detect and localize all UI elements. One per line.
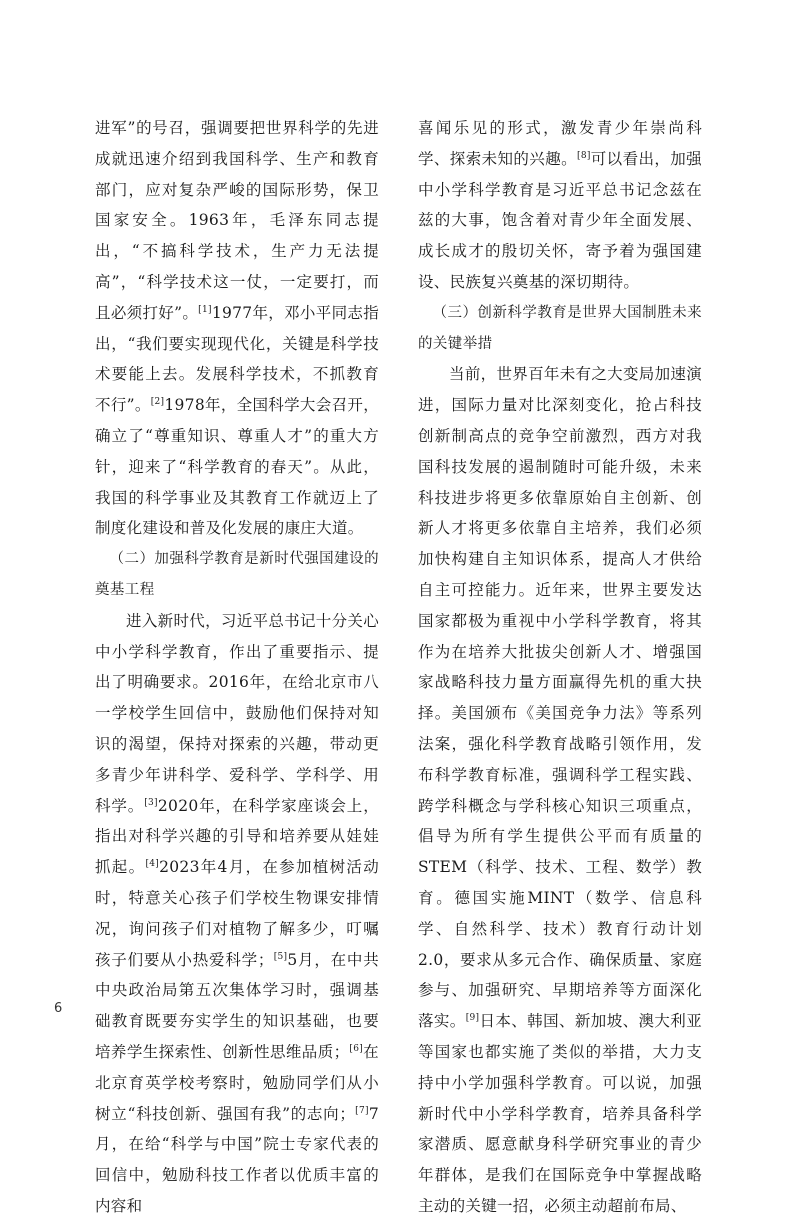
citation-8[interactable]: [8] [577, 150, 591, 161]
citation-3[interactable]: [3] [144, 797, 158, 808]
left-column [95, 113, 379, 1222]
paragraph-global-competition: 当前，世界百年未有之大变局加速演进，国际力量对比深刻变化，抢占科技创新制高点的竞争空前激烈，西方对我国科技发展的遏制随时可能升级，未来科技进步将更多依靠原始自主创新、创新人才将更多依靠自主培养，我们必须加快构建自主知识体系，提高人才供给自主可控能力。近年来，世界主要发达国家都极为重视中小学科学教育，将其作为在培养大批拔尖创新人才、增强国家战略科技力量方面赢得先机的重大抉择。美国颁布《美国竞争力法》等系列法案，强化科学教育战略引领作用，发布科学教育标准，强调科学工程实践、跨学科概念与学科核心知识三项重点，倡导为所有学生提供公平而有质量的STEM（科学、技术、工程、数学）教育。德国实施MINT（数学、信息科学、自然科学、技术）教育行动计划2.0，要求从多元合作、确保质量、家庭参与、加强研究、早期培养等方面深化落实。[9]日本、韩国、新加坡、澳大利亚等国家也都实施了类似的举措，大力支持中小学加强科学教育。可以说，加强新时代中小学科学教育，培养具备科学家潜质、愿意献身科学研究事业的青少年群体，是我们在国际竞争中掌握战略主动的关键一招，必须主动超前布局、 [418, 365, 703, 1215]
paragraph-continuation-right: 喜闻乐见的形式，激发青少年崇尚科学、探索未知的兴趣。[8]可以看出，加强中小学科学教育是习近平总书记念兹在兹的大事，饱含着对青少年全面发展、成长成才的殷切关怀，寄予着为强国建设、民族复兴奠基的深切期待。 [418, 119, 702, 291]
paragraph-continuation: 进军”的号召，强调要把世界科学的先进成就迅速介绍到我国科学、生产和教育部门，应对复杂严峻的国际形势，保卫国家安全。1963年，毛泽东同志提出，“不搞科学技术，生产力无法提高”，“科学技术这一仗，一定要打，而且必须打好”。[1]1977年，邓小平同志指出，“我们要实现现代化，关键是科学技术要能上去。发展科学技术，不抓教育不行”。[2]1978年，全国科学大会召开，确立了“尊重知识、尊重人才”的重大方针，迎来了“科学教育的春天”。从此，我国的科学事业及其教育工作就迈上了制度化建设和普及化发展的康庄大道。 [95, 119, 380, 538]
citation-7[interactable]: [7] [355, 1105, 369, 1116]
page-number: 6 [54, 1001, 63, 1016]
right-column [418, 113, 702, 1222]
citation-4[interactable]: [4] [145, 858, 160, 869]
citation-5[interactable]: [5] [273, 951, 288, 962]
paragraph-new-era: 进入新时代，习近平总书记十分关心中小学科学教育，作出了重要指示、提出了明确要求。2016年，在给北京市八一学校学生回信中，鼓励他们保持对知识的渴望，保持对探索的兴趣，带动更多青少年讲科学、爱科学、学科学、用科学。[3]2020年，在科学家座谈会上，指出对科学兴趣的引导和培养要从娃娃抓起。[4]2023年4月，在参加植树活动时，特意关心孩子们学校生物课安排情况，询问孩子们对植物了解多少，叮嘱孩子们要从小热爱科学；[5]5月，在中共中央政治局第五次集体学习时，强调基础教育既要夯实学生的知识基础，也要培养学生探索性、创新性思维品质；[6]在北京育英学校考察时，勉励同学们从小树立“科技创新、强国有我”的志向；[7]7月，在给“科学与中国”院士专家代表的回信中，勉励科技工作者以优质丰富的内容和 [95, 611, 380, 1215]
citation-6[interactable]: [6] [349, 1043, 364, 1054]
citation-2[interactable]: [2] [150, 397, 165, 408]
citation-9[interactable]: [9] [465, 1012, 480, 1023]
citation-1[interactable]: [1] [198, 304, 212, 315]
section-heading-2: （二）加强科学教育是新时代强国建设的奠基工程 [95, 551, 379, 598]
section-heading-3: （三）创新科学教育是世界大国制胜未来的关键举措 [418, 304, 702, 352]
